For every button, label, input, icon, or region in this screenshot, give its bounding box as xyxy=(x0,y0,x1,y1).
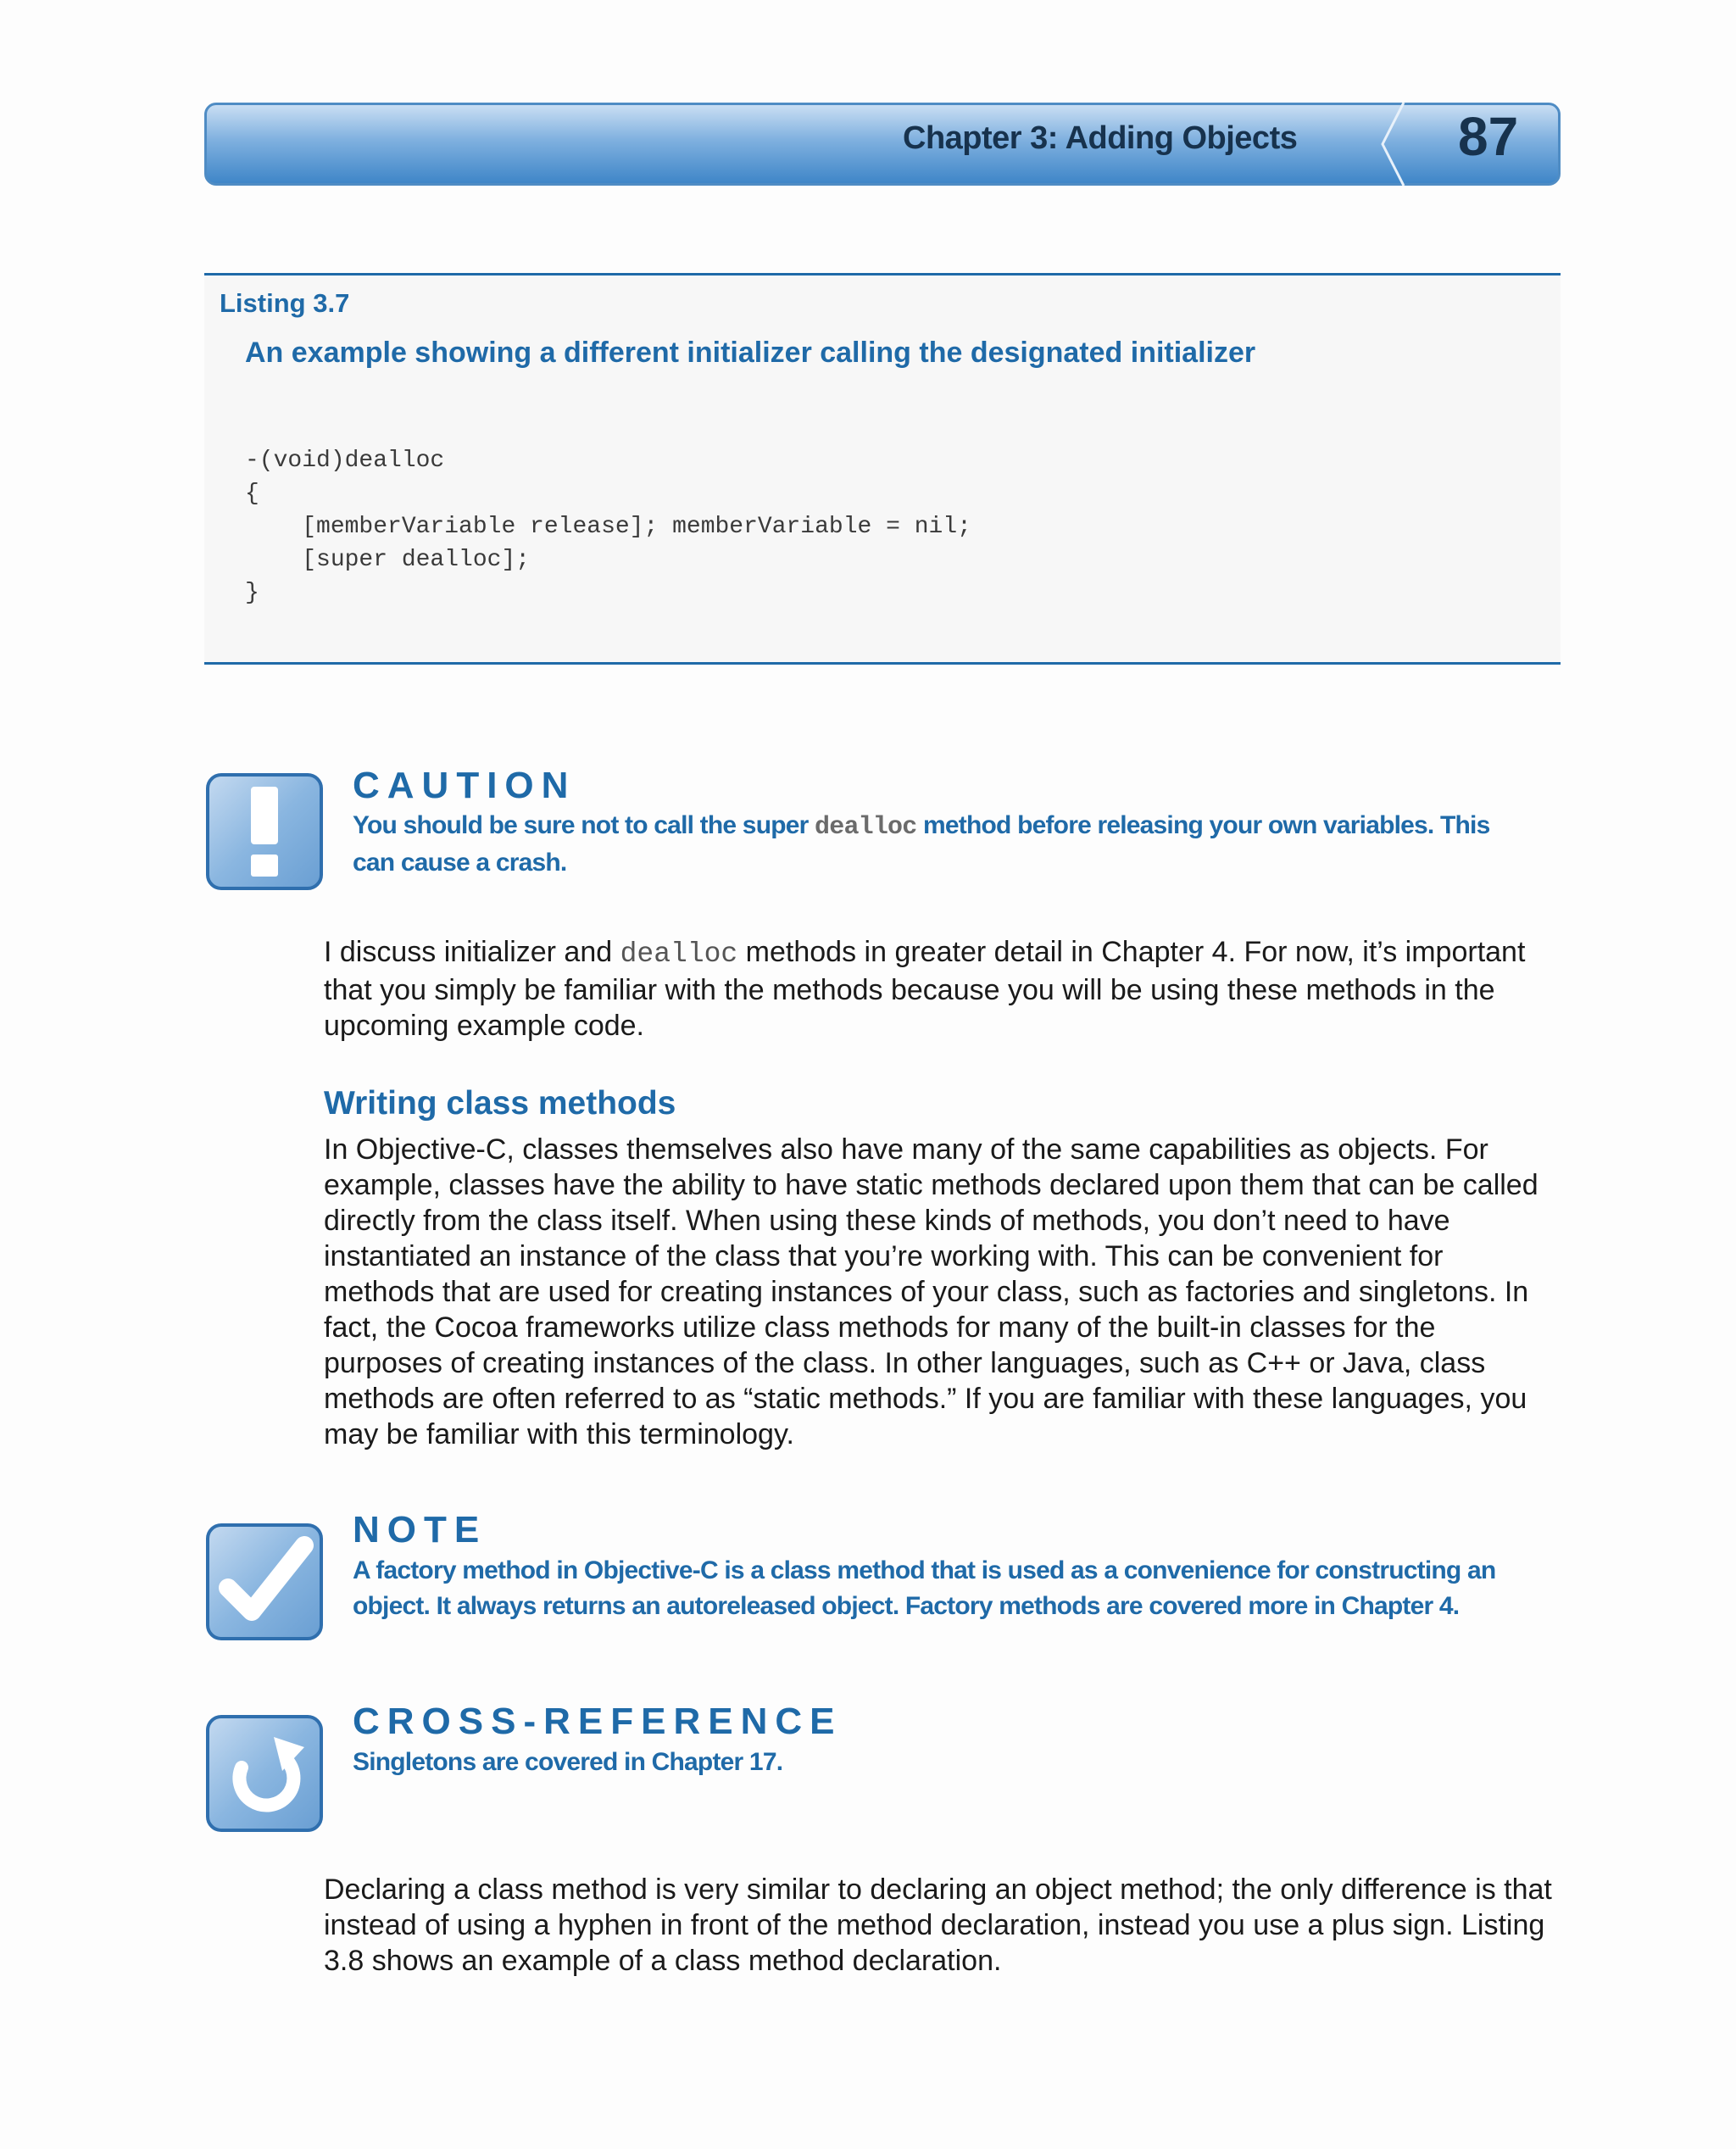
code-line: { xyxy=(245,481,259,507)
caution-icon-box xyxy=(206,773,323,890)
code-line: [super dealloc]; xyxy=(245,547,531,573)
listing-top-rule xyxy=(204,273,1561,276)
cross-reference-text: Singletons are covered in Chapter 17. xyxy=(353,1748,783,1776)
exclamation-icon xyxy=(209,777,320,887)
code-dealloc: dealloc xyxy=(620,938,738,970)
listing-label: Listing 3.7 xyxy=(220,288,350,318)
caution-title: CAUTION xyxy=(353,765,576,806)
body-paragraph: I discuss initializer and dealloc methods in greater detail in Chapter 4. For now, it’s important that you simply be familiar with the methods because you will be using these methods in the upcoming example code. xyxy=(324,936,1526,1042)
header-tab-divider xyxy=(204,103,1561,186)
checkmark-icon xyxy=(209,1527,320,1637)
caution-text: You should be sure not to call the super dealloc method before releasing your own variables. This can cause a crash. xyxy=(353,811,1490,877)
note-icon-box xyxy=(206,1523,323,1640)
code-line: } xyxy=(245,580,259,606)
section-paragraph: In Objective-C, classes themselves also have many of the same capabilities as objects. For example, classes have the ability to have static methods declared upon them that can be called directly from the class itself. When using these kinds of methods, you don’t need to have instantiated an instance of the class that you’re working with. This can be convenient for methods that are used for creating instances of your class, such as factories and singletons. In fact, the Cocoa frameworks utilize class methods for many of the built-in classes for the purposes of creating instances of the class. In other languages, such as C++ or Java, class methods are often referred to as “static methods.” If you are familiar with these languages, you may be familiar with this terminology. xyxy=(324,1133,1538,1450)
code-line: [memberVariable release]; memberVariable = nil; xyxy=(245,514,971,540)
code-dealloc: dealloc xyxy=(815,813,917,842)
cross-reference-title: CROSS-REFERENCE xyxy=(353,1701,843,1742)
page-number: 87 xyxy=(1458,106,1519,167)
cross-reference-icon-box xyxy=(206,1715,323,1832)
chapter-title: Chapter 3: Adding Objects xyxy=(903,120,1298,156)
return-arrow-icon xyxy=(209,1718,320,1829)
listing-bottom-rule xyxy=(204,662,1561,665)
listing-caption: An example showing a different initializer calling the designated initializer xyxy=(245,337,1256,369)
code-listing xyxy=(245,444,971,610)
body-paragraph: Declaring a class method is very similar to declaring an object method; the only difference is that instead of using a hyphen in front of the method declaration, instead you use a plus sign. Listing 3.8 shows an example of a class method declaration. xyxy=(324,1873,1552,1977)
section-heading: Writing class methods xyxy=(324,1085,676,1122)
note-text: A factory method in Objective-C is a class method that is used as a convenience for constructing an object. It always returns an autoreleased object. Factory methods are covered more in Chapter 4. xyxy=(353,1556,1496,1620)
chapter-header-bar xyxy=(204,103,1561,186)
note-title: NOTE xyxy=(353,1509,487,1551)
code-line: -(void)dealloc xyxy=(245,448,445,474)
